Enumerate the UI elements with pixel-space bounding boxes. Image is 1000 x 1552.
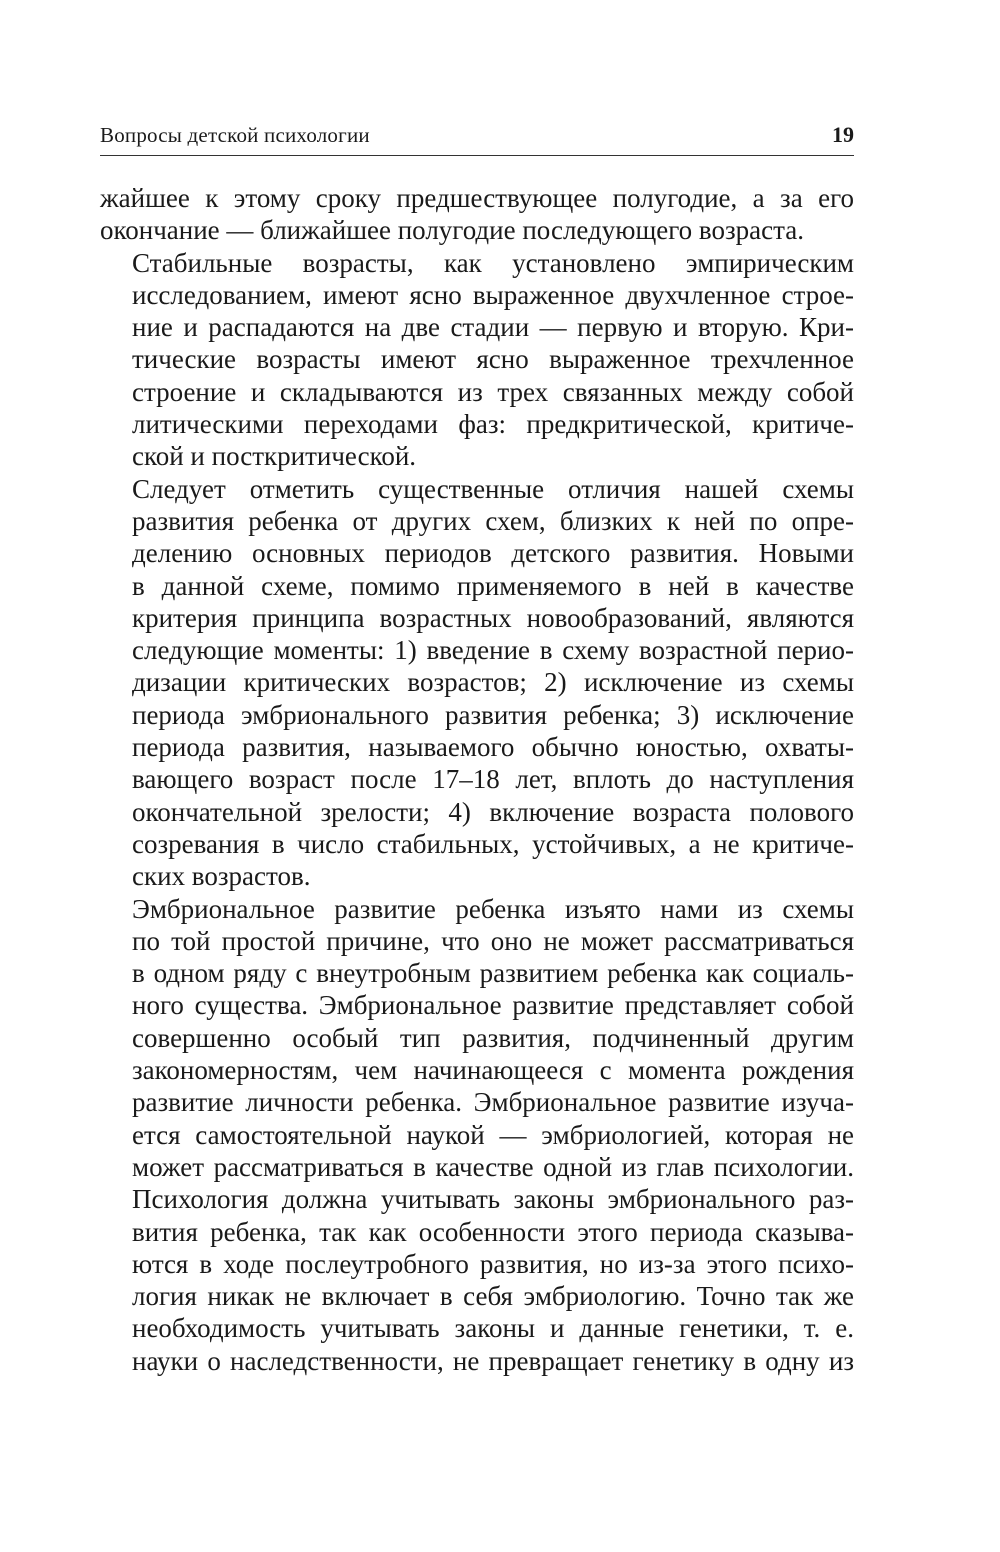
text-line: строение и складываются из трех связанных между собой [132, 376, 854, 407]
text-line: Следует отметить существенные отличия нашей схемы [132, 473, 854, 504]
text-line: литическими переходами фаз: предкритической, критиче- [132, 409, 854, 440]
text-line: закономерностям, чем начинающееся с момента рождения [132, 1055, 854, 1086]
text-line: ются в ходе послеутробного развития, но из-за этого психо- [132, 1248, 854, 1279]
text-line: делению основных периодов детского развития. Новыми [132, 538, 854, 569]
text-line: науки о наследственности, не превращает генетику в одну из [132, 1345, 854, 1376]
text-line: ских возрастов. [132, 861, 311, 892]
text-line: ние и распадаются на две стадии — первую и вторую. Кри- [132, 312, 854, 343]
paragraph [100, 182, 854, 247]
paragraph [100, 893, 854, 1377]
running-head [100, 120, 854, 150]
text-line: Психология должна учитывать законы эмбрионального раз- [132, 1184, 854, 1215]
text-line: Эмбриональное развитие ребенка изъято нами из схемы [132, 893, 854, 924]
paragraph [100, 247, 854, 473]
text-line: дизации критических возрастов; 2) исключение из схемы [132, 667, 854, 698]
text-line: совершенно особый тип развития, подчиненный другим [132, 1022, 854, 1053]
text-line: периода развития, называемого обычно юностью, охваты- [132, 732, 854, 763]
text-line: может рассматриваться в качестве одной из глав психологии. [132, 1151, 854, 1182]
text-line: ется самостоятельной наукой — эмбриологией, которая не [132, 1119, 854, 1150]
book-page [100, 0, 854, 1552]
header-rule [100, 155, 854, 156]
paragraph [100, 473, 854, 893]
text-line: следующие моменты: 1) введение в схему возрастной перио- [132, 635, 854, 666]
text-line: вающего возраст после 17–18 лет, вплоть до наступления [132, 764, 854, 795]
text-line: развитие личности ребенка. Эмбриональное развитие изуча- [132, 1087, 854, 1118]
text-line: периода эмбрионального развития ребенка; 3) исключение [132, 699, 854, 730]
body-text [100, 182, 854, 1377]
text-line: Стабильные возрасты, как установлено эмпирическим [132, 247, 854, 278]
text-line: развития ребенка от других схем, близких к ней по опре- [132, 505, 854, 536]
text-line: окончательной зрелости; 4) включение возраста полового [132, 796, 854, 827]
text-line: ного существа. Эмбриональное развитие представляет собой [132, 990, 854, 1021]
text-line: в данной схеме, помимо применяемого в ней в качестве [132, 570, 854, 601]
text-line: необходимость учитывать законы и данные генетики, т. е. [132, 1313, 854, 1344]
text-line: тические возрасты имеют ясно выраженное трехчленное [132, 344, 854, 375]
text-line: исследованием, имеют ясно выраженное двухчленное строе- [132, 279, 854, 310]
text-line: окончание — ближайшее полугодие последующего возраста. [100, 215, 804, 246]
text-line: по той простой причине, что оно не может рассматриваться [132, 925, 854, 956]
page-number: 19 [832, 122, 854, 147]
text-line: в одном ряду с внеутробным развитием ребенка как социаль- [132, 958, 854, 989]
text-line: жайшее к этому сроку предшествующее полугодие, а за его [100, 183, 854, 213]
running-title: Вопросы детской психологии [100, 123, 370, 147]
text-line: вития ребенка, так как особенности этого периода сказыва- [132, 1216, 854, 1247]
text-line: критерия принципа возрастных новообразований, являются [132, 602, 854, 633]
text-line: созревания в число стабильных, устойчивых, а не критиче- [132, 828, 854, 859]
text-line: логия никак не включает в себя эмбриологию. Точно так же [132, 1281, 854, 1312]
text-line: ской и посткритической. [132, 441, 417, 472]
